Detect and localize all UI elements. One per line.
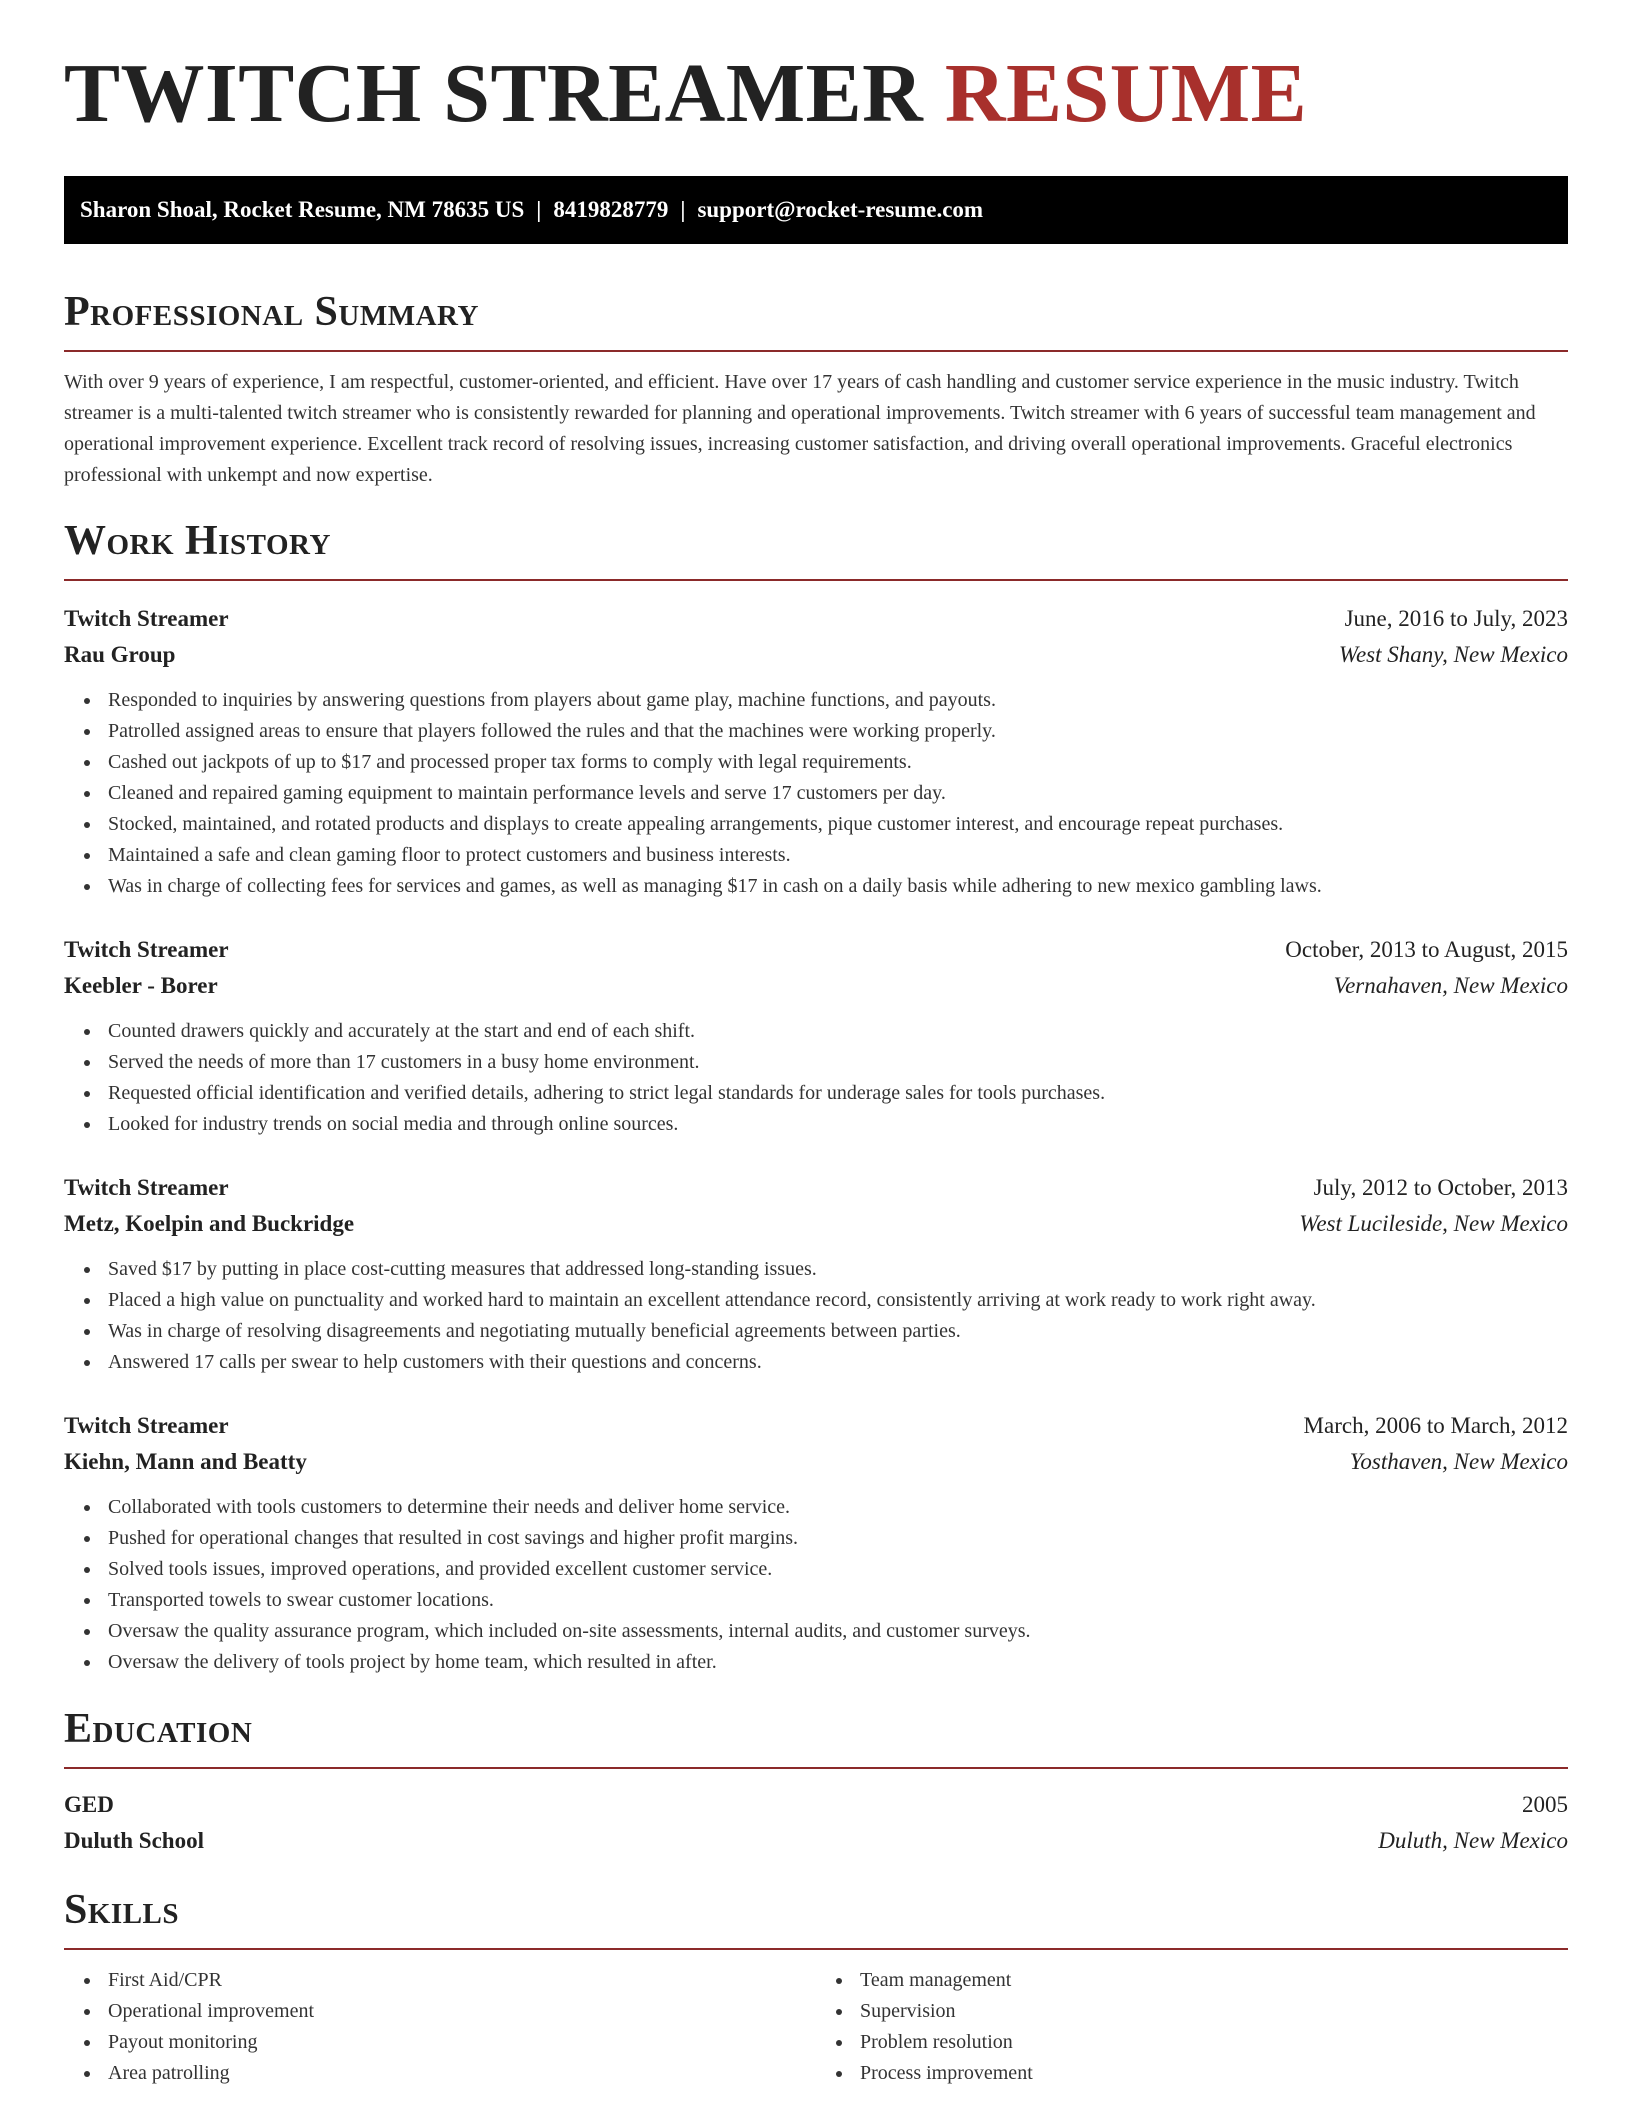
job-company: Metz, Koelpin and Buckridge [64,1211,355,1236]
contact-separator: | [536,197,542,222]
contact-separator: | [680,197,686,222]
summary-section [64,291,1568,491]
education-heading: Education [64,1706,253,1752]
skills-list-right [816,1965,1568,2089]
education-degree: GED [64,1792,114,1817]
job-duty: Saved $17 by putting in place cost-cutting measures that addressed long-standing issues. [108,1254,1568,1285]
job-entry [64,1170,1568,1378]
job-duty: Responded to inquiries by answering questions from players about game play, machine functions, and payouts. [108,685,1568,716]
job-duty: Patrolled assigned areas to ensure that players followed the rules and that the machines were working properly. [108,716,1568,747]
job-duty: Looked for industry trends on social media and through online sources. [108,1109,1568,1140]
job-duty: Oversaw the quality assurance program, which included on-site assessments, internal audits, and customer surveys. [108,1616,1568,1647]
education-section [64,1708,1568,1859]
skill-item: Team management [860,1965,1568,1996]
job-entry [64,932,1568,1140]
job-location: West Shany, New Mexico [1338,642,1568,667]
job-company: Kiehn, Mann and Beatty [64,1449,307,1474]
work-history-section [64,520,1568,1678]
job-duty: Solved tools issues, improved operations, and provided excellent customer service. [108,1554,1568,1585]
job-duty: Oversaw the delivery of tools project by home team, which resulted in after. [108,1647,1568,1678]
section-divider [64,579,1568,581]
section-divider [64,1767,1568,1769]
section-divider [64,1948,1568,1950]
resume-title [64,0,1568,140]
job-duty: Was in charge of resolving disagreements and negotiating mutually beneficial agreements between parties. [108,1316,1568,1347]
job-duty: Stocked, maintained, and rotated products and displays to create appealing arrangements, pique customer interest, and encourage repeat purchases. [108,809,1568,840]
job-company: Rau Group [64,642,176,667]
job-entry [64,1408,1568,1678]
job-title: Twitch Streamer [64,1413,229,1438]
job-duties-list [64,1254,1568,1378]
contact-email: support@rocket-resume.com [697,197,984,222]
job-dates: June, 2016 to July, 2023 [1344,606,1568,631]
skill-item: Problem resolution [860,2027,1568,2058]
job-duty: Answered 17 calls per swear to help customers with their questions and concerns. [108,1347,1568,1378]
education-location: Duluth, New Mexico [1378,1828,1568,1853]
section-divider [64,350,1568,352]
education-school: Duluth School [64,1828,204,1853]
job-title: Twitch Streamer [64,606,229,631]
job-dates: July, 2012 to October, 2013 [1313,1175,1568,1200]
skill-item: Area patrolling [108,2058,816,2089]
work-history-heading: Work History [64,518,331,564]
contact-address: Sharon Shoal, Rocket Resume, NM 78635 US [80,197,525,222]
skills-heading: Skills [64,1887,180,1933]
job-duty: Requested official identification and verified details, adhering to strict legal standards for underage sales for tools purchases. [108,1078,1568,1109]
job-duties-list [64,1016,1568,1140]
job-location: Vernahaven, New Mexico [1333,973,1568,998]
job-company: Keebler - Borer [64,973,218,998]
job-location: West Lucileside, New Mexico [1299,1211,1568,1236]
job-title: Twitch Streamer [64,1175,229,1200]
skill-item: Operational improvement [108,1996,816,2027]
job-duty: Maintained a safe and clean gaming floor to protect customers and business interests. [108,840,1568,871]
job-duty: Counted drawers quickly and accurately at the start and end of each shift. [108,1016,1568,1047]
job-duty: Collaborated with tools customers to determine their needs and deliver home service. [108,1492,1568,1523]
summary-heading: Professional Summary [64,289,479,335]
contact-phone: 8419828779 [553,197,669,222]
skill-item: Payout monitoring [108,2027,816,2058]
job-duty: Transported towels to swear customer locations. [108,1585,1568,1616]
job-duty: Pushed for operational changes that resulted in cost savings and higher profit margins. [108,1523,1568,1554]
job-duty: Served the needs of more than 17 customers in a busy home environment. [108,1047,1568,1078]
skill-item: Supervision [860,1996,1568,2027]
summary-text: With over 9 years of experience, I am respectful, customer-oriented, and efficient. Have over 17 years of cash handling and customer service experience in the music industry. Twitch streamer is a multi-talented twitch streamer who is consistently rewarded for planning and operational improvements. Twitch streamer with 6 years of successful team management and operational improvement experience. Excellent track record of resolving issues, increasing customer satisfaction, and driving overall operational improvements. Graceful electronics professional with unkempt and now expertise. [64,371,1536,486]
title-accent: RESUME [944,47,1308,140]
education-year: 2005 [1522,1792,1568,1817]
job-title: Twitch Streamer [64,937,229,962]
job-entry [64,601,1568,902]
skills-grid [64,1965,1568,2089]
skills-section [64,1889,1568,2089]
job-duties-list [64,1492,1568,1678]
job-location: Yosthaven, New Mexico [1349,1449,1568,1474]
title-main: TWITCH STREAMER [64,47,924,140]
job-dates: March, 2006 to March, 2012 [1303,1413,1568,1438]
skill-item: First Aid/CPR [108,1965,816,1996]
job-duties-list [64,685,1568,902]
job-duty: Cleaned and repaired gaming equipment to maintain performance levels and serve 17 customers per day. [108,778,1568,809]
skill-item: Process improvement [860,2058,1568,2089]
job-duty: Cashed out jackpots of up to $17 and processed proper tax forms to comply with legal requirements. [108,747,1568,778]
job-duty: Was in charge of collecting fees for services and games, as well as managing $17 in cash on a daily basis while adhering to new mexico gambling laws. [108,871,1568,902]
contact-bar [64,176,1568,244]
skills-list-left [64,1965,816,2089]
job-dates: October, 2013 to August, 2015 [1285,937,1568,962]
job-duty: Placed a high value on punctuality and worked hard to maintain an excellent attendance record, consistently arriving at work ready to work right away. [108,1285,1568,1316]
